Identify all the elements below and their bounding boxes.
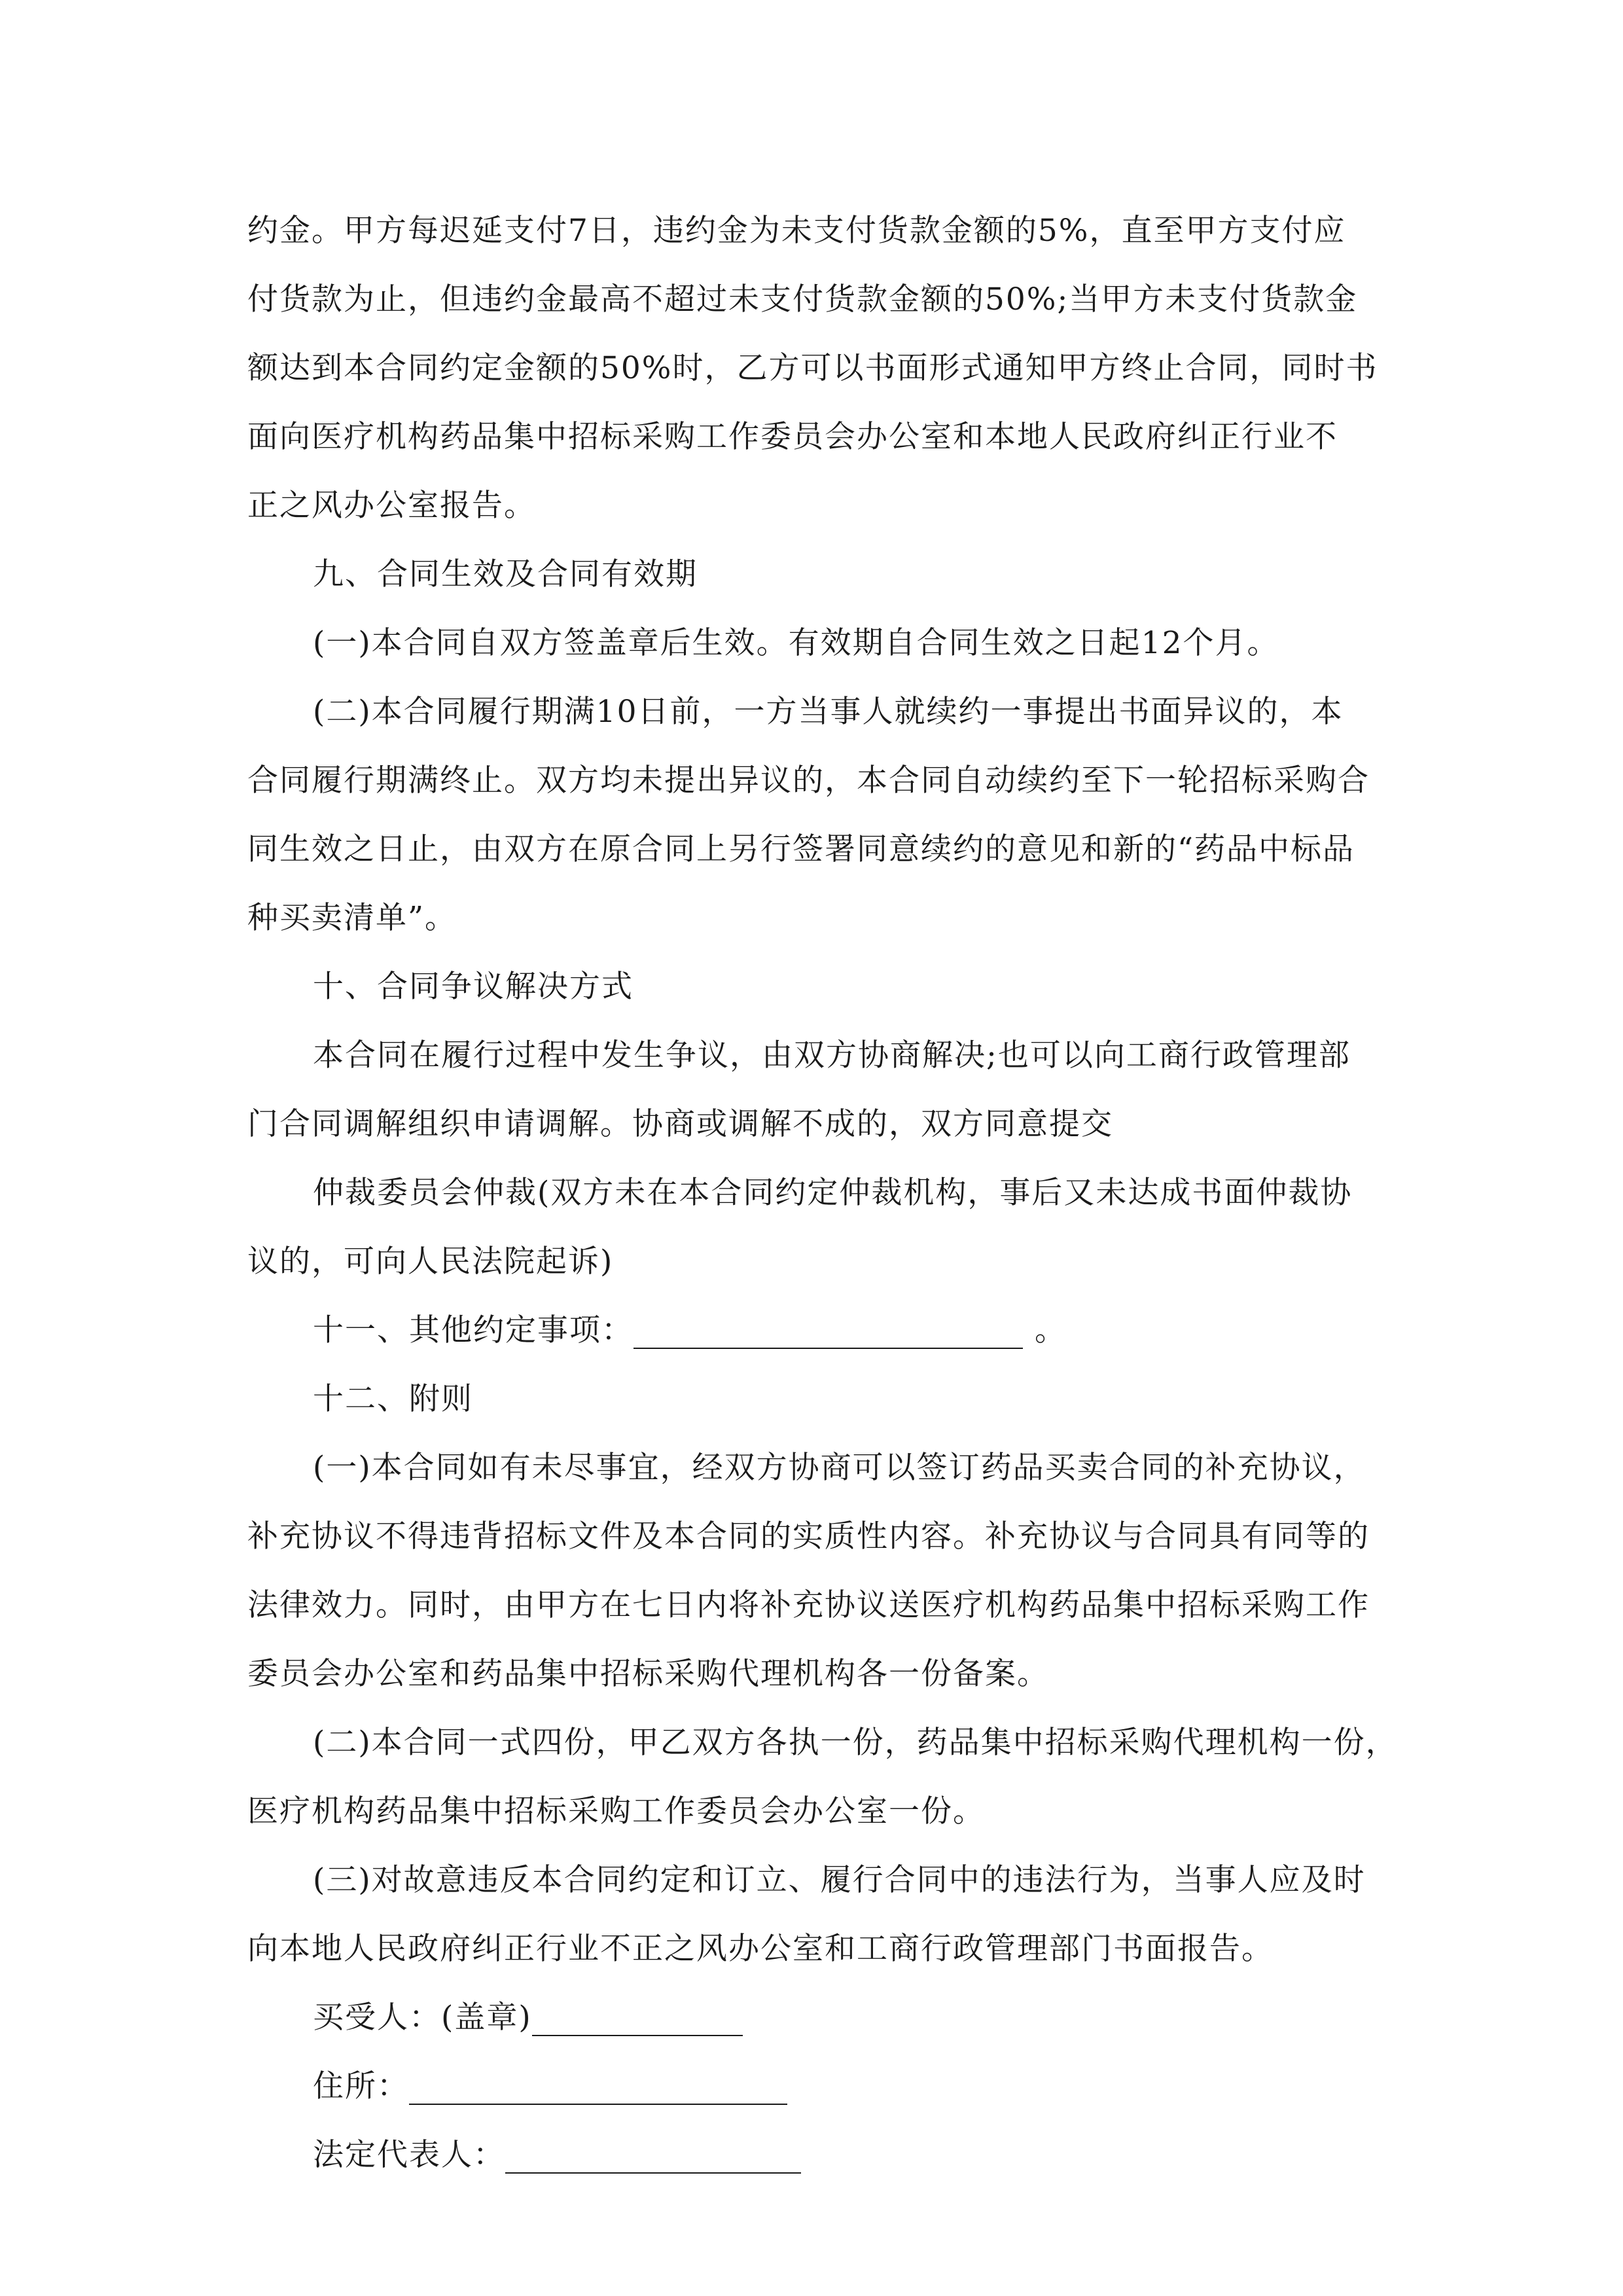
section-12-item-1-line: 委员会办公室和药品集中招标采购代理机构各一份备案。	[247, 1656, 1049, 1692]
section-10-para-1-line: 本合同在履行过程中发生争议，由双方协商解决;也可以向工商行政管理部	[313, 1037, 1351, 1073]
legal-rep-label: 法定代表人：	[313, 2137, 505, 2173]
section-12-item-1-line: 补充协议不得违背招标文件及本合同的实质性内容。补充协议与合同具有同等的	[247, 1518, 1370, 1554]
text-line: 付货款为止，但违约金最高不超过未支付货款金额的50%;当甲方未支付货款金	[247, 281, 1358, 317]
text-line: 面向医疗机构药品集中招标采购工作委员会办公室和本地人民政府纠正行业不	[247, 419, 1338, 455]
section-10-para-1-line: 门合同调解组织申请调解。协商或调解不成的，双方同意提交	[247, 1106, 1113, 1142]
section-11-label: 十一、其他约定事项：	[313, 1312, 633, 1348]
buyer-row	[247, 1983, 1389, 2052]
section-9-item-2-line: 种买卖清单”。	[247, 900, 457, 936]
buyer-blank-field[interactable]	[532, 1994, 743, 2036]
section-9-heading: 九、合同生效及合同有效期	[313, 556, 698, 592]
section-10-para-2-line: 仲裁委员会仲裁(双方未在本合同约定仲裁机构，事后又未达成书面仲裁协	[313, 1175, 1353, 1211]
section-11-row	[247, 1296, 1389, 1365]
section-12-heading: 十二、附则	[313, 1381, 473, 1417]
section-9-item-2-line: (二)本合同履行期满10日前，一方当事人就续约一事提出书面异议的，本	[313, 694, 1344, 730]
section-12-item-2-line: (二)本合同一式四份，甲乙双方各执一份，药品集中招标采购代理机构一份，	[313, 1725, 1398, 1761]
text-line: 额达到本合同约定金额的50%时，乙方可以书面形式通知甲方终止合同，同时书	[247, 350, 1378, 386]
section-12-item-1-line: 法律效力。同时，由甲方在七日内将补充协议送医疗机构药品集中招标采购工作	[247, 1587, 1370, 1623]
legal-rep-row	[247, 2121, 1389, 2189]
legal-rep-blank-field[interactable]	[505, 2132, 801, 2174]
section-11-end: 。	[1035, 1312, 1067, 1348]
document-page	[247, 196, 1398, 2189]
section-12-item-2-line: 医疗机构药品集中招标采购工作委员会办公室一份。	[247, 1793, 985, 1829]
section-12-item-1-line: (一)本合同如有未尽事宜，经双方协商可以签订药品买卖合同的补充协议，	[313, 1450, 1366, 1486]
address-blank-field[interactable]	[409, 2063, 787, 2105]
section-9-item-2-line: 合同履行期满终止。双方均未提出异议的，本合同自动续约至下一轮招标采购合	[247, 762, 1370, 798]
text-line: 正之风办公室报告。	[247, 488, 536, 524]
section-9-item-1: (一)本合同自双方签盖章后生效。有效期自合同生效之日起12个月。	[313, 625, 1279, 661]
section-10-para-2-line: 议的，可向人民法院起诉)	[247, 1244, 614, 1280]
section-9-item-2-line: 同生效之日止，由双方在原合同上另行签署同意续约的意见和新的“药品中标品	[247, 831, 1355, 867]
section-12-item-3-line: 向本地人民政府纠正行业不正之风办公室和工商行政管理部门书面报告。	[247, 1931, 1274, 1967]
buyer-label: 买受人：(盖章)	[313, 2000, 532, 2036]
section-10-heading: 十、合同争议解决方式	[313, 969, 633, 1005]
other-terms-blank-field[interactable]	[633, 1307, 1023, 1349]
section-12-item-3-line: (三)对故意违反本合同约定和订立、履行合同中的违法行为，当事人应及时	[313, 1862, 1366, 1898]
text-line: 约金。甲方每迟延支付7日，违约金为未支付货款金额的5%，直至甲方支付应	[247, 213, 1346, 249]
address-row	[247, 2052, 1389, 2121]
address-label: 住所：	[313, 2068, 409, 2104]
